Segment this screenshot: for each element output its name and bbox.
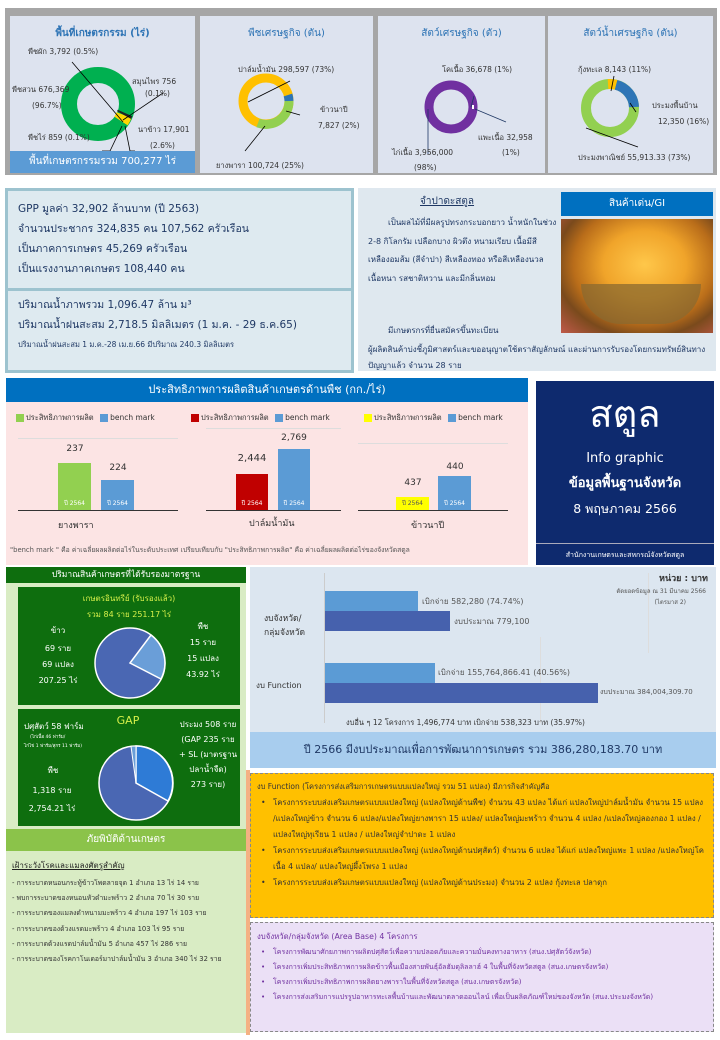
year-tag: ปี 2564	[444, 500, 465, 507]
orchard-label: พืชสวน 676,369	[12, 85, 70, 94]
organic-pie	[92, 625, 168, 701]
rice-pct: (2.6%)	[150, 141, 175, 150]
infographic-label: Info graphic	[586, 451, 664, 466]
legend-group-rice	[364, 412, 503, 424]
goat-pct: (1%)	[502, 148, 520, 157]
livestock-card	[378, 16, 545, 173]
area-heading: งบจังหวัด/กลุ่มจังหวัด (Area Base) 4 โครงการ	[257, 932, 418, 941]
legend-bench-label: bench mark	[110, 413, 155, 422]
disaster-item: - การระบาดของด้วงแรดมะพร้าว 4 อำเภอ 103 ไร่ 95 ราย	[12, 924, 185, 933]
value-rubber-bench: 224	[109, 463, 127, 473]
function-budget-label: งบประมาณ 384,004,309.70	[600, 688, 693, 696]
basic-info-label: ข้อมูลพื้นฐานจังหวัด	[568, 476, 682, 491]
province-spent-label: เบิกจ่าย 582,280 (74.74%)	[422, 597, 524, 606]
row-province-label-2: กลุ่มจังหวัด	[264, 628, 305, 638]
certification-section	[6, 567, 246, 1033]
rice-crop-label: ข้าวนาปี	[320, 105, 348, 114]
gi-product-section	[358, 188, 716, 371]
area-list	[257, 945, 707, 1005]
grid-line	[540, 637, 541, 723]
gi-title: จำปาดะสตูล	[420, 196, 475, 207]
function-item: • โครงการระบบส่งเสริมเกษตรแบบแปลงใหญ่ (แปลงใหญ่ด้านประมง) จำนวน 2 แปลง กุ้งทะเล ปลาดุก	[257, 875, 707, 891]
function-projects-box	[250, 773, 714, 918]
legend-group-rubber	[16, 412, 155, 424]
organic-rice-area: 207.25 ไร่	[38, 676, 78, 685]
province-name: สตูล	[589, 392, 661, 436]
econ-crops-title: พืชเศรษฐกิจ (ตัน)	[248, 28, 325, 39]
bar-rice-prod	[396, 497, 429, 510]
palm-label: ปาล์มน้ำมัน 298,597 (73%)	[238, 65, 335, 74]
disaster-list	[6, 876, 246, 967]
unit-label: หน่วย : บาท	[659, 574, 708, 584]
bar-palm-prod	[236, 474, 268, 510]
office-name: สำนักงานเกษตรและสหกรณ์จังหวัดสตูล	[536, 543, 714, 565]
legend-bench-label: bench mark	[285, 413, 330, 422]
organic-crop-farmers: 15 ราย	[189, 638, 217, 647]
bar-province-budget	[325, 611, 450, 631]
jampada-photo	[561, 219, 713, 333]
aquatic-title: สัตว์น้ำเศรษฐกิจ (ตัน)	[583, 28, 678, 39]
gap-pie	[96, 743, 176, 823]
organic-crop-name: พืช	[197, 622, 209, 631]
gap-fishery-2: (GAP 235 ราย	[181, 735, 235, 744]
rainfall-line: ปริมาณน้ำฝนสะสม 2,718.5 มิลลิเมตร (1 ม.ค. - 29 ธ.ค.65)	[18, 319, 297, 331]
legend-prod-label: ประสิทธิภาพการผลิต	[201, 413, 269, 422]
province-title-box	[536, 381, 714, 565]
organic-rice-farmers: 69 ราย	[44, 644, 72, 653]
legend-bench-label: bench mark	[458, 413, 503, 422]
disaster-section	[6, 829, 246, 1033]
area-item: • โครงการเพิ่มประสิทธิภาพการผลิตข้าวพื้นเมืองสายพันธุ์อัลฮัมดุลิลลาฮ์ 4 ในพื้นที่จังหวัดสตูล (สนง.เกษตรจังหวัด)	[257, 960, 707, 975]
vegetable-label: พืชผัก 3,792 (0.5%)	[28, 47, 99, 56]
value-palm-prod: 2,444	[237, 453, 267, 464]
herb-label: สมุนไพร 756	[132, 77, 177, 86]
disaster-item: - การระบาดด้วงแรดปาล์มน้ำมัน 5 อำเภอ 457 ไร่ 286 ราย	[12, 939, 187, 948]
disaster-item: - พบการระบาดของหนอนหัวดำมะพร้าว 2 อำเภอ 70 ไร่ 30 ราย	[12, 894, 200, 903]
population-line: จำนวนประชากร 324,835 คน 107,562 ครัวเรือน	[18, 223, 249, 235]
grid-line	[648, 573, 649, 653]
econ-crops-leaders	[200, 16, 373, 173]
year-tag: ปี 2564	[241, 500, 263, 507]
organic-panel	[18, 587, 240, 705]
function-list	[257, 795, 707, 891]
gpp-line: GPP มูลค่า 32,902 ล้านบาท (ปี 2563)	[18, 203, 200, 215]
chart-palm	[206, 428, 341, 511]
province-budget-label: งบประมาณ 779,100	[454, 617, 530, 626]
budget-chart	[250, 567, 716, 732]
beef-label: โคเนื้อ 36,678 (1%)	[442, 65, 513, 74]
shrimp-label: กุ้งทะเล 8,143 (11%)	[578, 65, 652, 74]
local-fishery-value: 12,350 (16%)	[658, 117, 710, 126]
year-tag: ปี 2564	[64, 500, 85, 507]
gap-fishery-1: ประมง 508 ราย	[179, 720, 237, 729]
chicken-label: ไก่เนื้อ 3,956,000	[392, 148, 454, 157]
organic-title: เกษตรอินทรีย์ (รับรองแล้ว)	[82, 594, 176, 603]
organic-crop-plots: 15 แปลง	[187, 654, 219, 663]
gap-livestock: ปศุสัตว์ 58 ฟาร์ม	[24, 722, 84, 731]
agri-labor-line: เป็นแรงงานภาคเกษตร 108,440 คน	[18, 263, 185, 275]
field-crop-label: พืชไร่ 859 (0.1%)	[28, 133, 90, 142]
gap-crop-farmers: 1,318 ราย	[32, 786, 72, 795]
rice-crop-value: 7,827 (2%)	[318, 121, 360, 130]
gap-title: GAP	[116, 714, 140, 727]
farm-area-card	[10, 16, 195, 173]
gap-fishery-5: 273 ราย)	[190, 780, 226, 789]
legend-swatch-prod	[16, 414, 24, 422]
econ-crops-card	[200, 16, 373, 173]
rainfall-2566-line: ปริมาณน้ำฝนสะสม 1 ม.ค.-28 เม.ย.66 มีปริมาณ 240.3 มิลลิเมตร	[18, 340, 235, 349]
legend-prod-label: ประสิทธิภาพการผลิต	[26, 413, 94, 422]
chart-rice	[358, 443, 508, 511]
organic-rice-name: ข้าว	[50, 626, 66, 635]
livestock-title: สัตว์เศรษฐกิจ (ตัว)	[421, 28, 502, 39]
report-date: 8 พฤษภาคม 2566	[573, 501, 677, 516]
gi-description: เป็นผลไม้ที่มีผลรูปทรงกระบอกยาว น้ำหนักในช่วง 2-8 กิโลกรัม เปลือกบาง ผิวตึง หนามเรียบ เนื้อมีสีเหลืองอมส้ม (สีจำปา) สีเหลืองทอง หรือสีเหลืองนวล เนื้อหนา รสชาติหวาน และมีกลิ่นหอม	[368, 218, 557, 283]
disaster-item: - การระบาดของโรคกาโนเดอร์มาปาล์มน้ำมัน 3 อำเภอ 340 ไร่ 32 ราย	[12, 955, 222, 964]
bar-palm-bench	[278, 449, 310, 510]
asof-label: ตัดยอดข้อมูล ณ 31 มีนาคม 2566	[616, 588, 706, 595]
row-province-label-1: งบจังหวัด/	[264, 614, 302, 624]
function-item: • โครงการระบบส่งเสริมเกษตรแบบแปลงใหญ่ (แปลงใหญ่ด้านพืช) จำนวน 43 แปลง ได้แก่ แปลงใหญ่ปาล์มน้ำมัน จำนวน 15 แปลง /แปลงใหญ่ข้าว จำนวน 6 แปลง/แปลงใหญ่ยางพารา 15 แปลง/ แปลงใหญ่มะพร้าว จำนวน 4 แปลง /แปลงใหญ่ลองกอง 1 แปลง /แปลงใหญ่ทุเรียน 1 แปลง / แปลงใหญ่จำปาดะ 1 แปลง	[257, 795, 707, 843]
farm-area-total: พื้นที่เกษตรกรรมรวม 700,277 ไร่	[10, 151, 195, 173]
aquatic-card	[548, 16, 713, 173]
year-tag: ปี 2564	[107, 500, 128, 507]
crop-efficiency-section	[6, 378, 528, 565]
local-fishery-label: ประมงพื้นบ้าน	[652, 101, 698, 110]
gap-crop-area: 2,754.21 ไร่	[28, 804, 76, 813]
other-budget-label: งบอื่น ๆ 12 โครงการ 1,496,774 บาท เบิกจ่าย 538,323 บาท (35.97%)	[346, 718, 585, 727]
farm-area-title: พื้นที่เกษตรกรรม (ไร่)	[55, 28, 150, 39]
province-stats	[5, 188, 354, 291]
gi-registration-detail: ผู้ผลิตสินค้าบ่งชี้ภูมิศาสตร์และขออนุญาตใช้ตราสัญลักษณ์ และผ่านการรับรองโดยกรมทรัพย์สินทางปัญญาแล้ว จำนวน 28 ราย	[368, 345, 706, 370]
quarter-label: (ไตรมาส 2)	[654, 599, 686, 606]
goat-label: แพะเนื้อ 32,958	[478, 133, 533, 142]
area-projects-box	[250, 922, 714, 1032]
organic-total: รวม 84 ราย 251.17 ไร่	[86, 610, 172, 619]
disaster-subtitle: เฝ้าระวังโรคและแมลงศัตรูสำคัญ	[12, 861, 125, 870]
area-item: • โครงการพัฒนาศักยภาพการผลิตปศุสัตว์เพื่อความปลอดภัยและความมั่นคงทางอาหาร (สนง.ปศุสัตว์จังหวัด)	[257, 945, 707, 960]
gap-crop-name: พืช	[47, 766, 59, 775]
label-rice: ข้าวนาปี	[411, 521, 445, 531]
legend-group-palm	[191, 412, 330, 424]
area-item: • โครงการส่งเสริมการแปรรูปอาหารทะเลพื้นบ้านและพัฒนาตลาดออนไลน์ เพื่อเป็นผลิตภัณฑ์ใหม่ของจังหวัด (สนง.ประมงจังหวัด)	[257, 990, 707, 1005]
aquatic-leaders	[548, 16, 713, 173]
legend-prod-label: ประสิทธิภาพการผลิต	[374, 413, 442, 422]
legend-swatch-bench	[448, 414, 456, 422]
gap-livestock-detail-2: ไก่ไข่ 1 ฟาร์ม/สุกร 11 ฟาร์ม)	[24, 744, 82, 749]
value-rice-prod: 437	[404, 478, 422, 488]
value-rice-bench: 440	[446, 462, 464, 472]
water-volume-line: ปริมาณน้ำภาพรวม 1,096.47 ล้าน ม³	[18, 299, 192, 311]
disaster-item: - การระบาดของแมลงดำหนามมะพร้าว 4 อำเภอ 197 ไร่ 103 ราย	[12, 909, 207, 918]
total-budget-banner: ปี 2566 มีงบประมาณเพื่อการพัฒนาการเกษตร รวม 386,280,183.70 บาท	[250, 732, 716, 768]
certification-header: ปริมาณสินค้าเกษตรที่ได้รับรองมาตรฐาน	[6, 567, 246, 583]
gap-fishery-4: ปลาน้ำจืด)	[189, 765, 227, 774]
water-stats	[5, 291, 354, 373]
year-tag: ปี 2564	[402, 500, 423, 507]
rice-label: นาข้าว 17,901	[138, 125, 190, 134]
function-spent-label: เบิกจ่าย 155,764,866.41 (40.56%)	[438, 668, 570, 677]
gi-header: สินค้าเด่น/GI	[561, 192, 713, 216]
bar-function-budget	[325, 683, 598, 703]
gi-registration-intro: มีเกษตรกรที่ยื่นสมัครขึ้นทะเบียน	[388, 326, 499, 335]
value-palm-bench: 2,769	[281, 433, 307, 443]
orchard-pct: (96.7%)	[32, 101, 62, 110]
legend-swatch-prod	[364, 414, 372, 422]
disaster-header: ภัยพิบัติด้านเกษตร	[6, 829, 246, 851]
row-function-label: งบ Function	[256, 681, 302, 690]
label-rubber: ยางพารา	[58, 521, 94, 531]
gap-fishery-3: + SL (มาตรฐาน	[178, 750, 238, 759]
agri-households-line: เป็นภาคการเกษตร 45,269 ครัวเรือน	[18, 243, 188, 255]
gap-panel	[18, 709, 240, 826]
rubber-label: ยางพารา 100,724 (25%)	[216, 161, 304, 170]
area-item: • โครงการเพิ่มประสิทธิภาพการผลิตยางพาราในพื้นที่จังหวัดสตูล (สนง.เกษตรจังหวัด)	[257, 975, 707, 990]
year-tag: ปี 2564	[283, 500, 305, 507]
bar-province-spent	[325, 591, 418, 611]
bar-rice-bench	[438, 476, 471, 510]
legend-swatch-bench	[275, 414, 283, 422]
herb-pct: (0.1%)	[145, 89, 170, 98]
benchmark-note: "bench mark " คือ ค่าเฉลี่ยผลผลิตต่อไร่ในระดับประเทศ เปรียบเทียบกับ "ประสิทธิภาพการผลิต" คือ ค่าเฉลี่ยผลผลิตต่อไร่ของจังหวัดสตูล	[10, 546, 410, 554]
gap-livestock-detail-1: (ไก่เนื้อ 46 ฟาร์ม/	[30, 735, 66, 740]
organic-crop-area: 43.92 ไร่	[186, 670, 220, 679]
chart-rubber	[18, 438, 178, 511]
label-palm: ปาล์มน้ำมัน	[249, 519, 295, 529]
disaster-item: - การระบาดหนอนกระทู้ข้าวโพดลายจุด 1 อำเภอ 13 ไร่ 14 ราย	[12, 879, 199, 887]
bar-rubber-bench	[101, 480, 134, 510]
value-rubber-prod: 237	[66, 444, 84, 454]
function-heading: งบ Function (โครงการส่งเสริมการเกษตรแบบแปลงใหญ่ รวม 51 แปลง) มีภารกิจสำคัญคือ	[257, 782, 550, 791]
legend-swatch-bench	[100, 414, 108, 422]
bar-rubber-prod	[58, 463, 91, 510]
commercial-fishery-label: ประมงพาณิชย์ 55,913.33 (73%)	[578, 153, 691, 162]
legend-swatch-prod	[191, 414, 199, 422]
chicken-pct: (98%)	[414, 163, 437, 172]
bar-function-spent	[325, 663, 435, 683]
organic-rice-plots: 69 แปลง	[42, 660, 74, 669]
function-item: • โครงการระบบส่งเสริมเกษตรแบบแปลงใหญ่ (แปลงใหญ่ด้านปศุสัตว์) จำนวน 6 แปลง ได้แก่ แปลงใหญ่แพะ 1 แปลง /แปลงใหญ่โคเนื้อ 4 แปลง/ แปลงใหญ่ผึ้งโพรง 1 แปลง	[257, 843, 707, 875]
efficiency-header: ประสิทธิภาพการผลิตสินค้าเกษตรด้านพืช (กก./ไร่)	[6, 378, 528, 402]
